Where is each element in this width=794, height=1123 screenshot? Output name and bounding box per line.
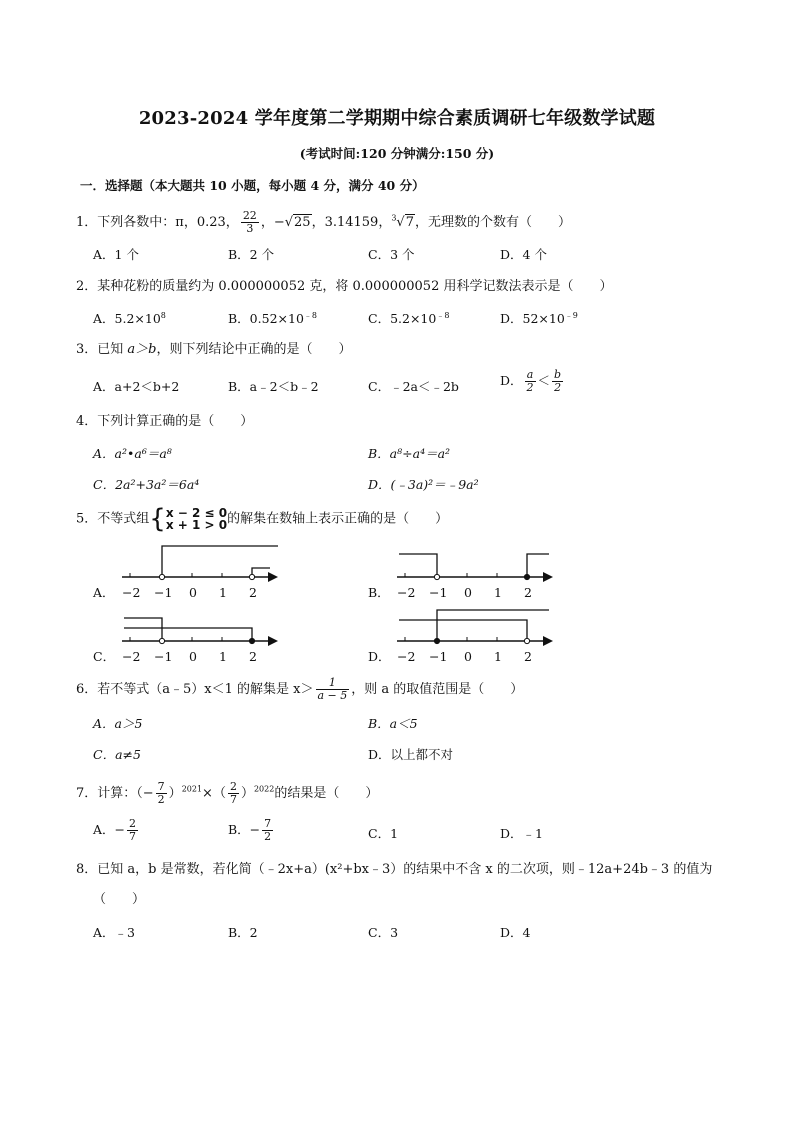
tick-label: 1 — [219, 649, 227, 664]
tick-label: −1 — [429, 585, 448, 600]
q2-option-b[interactable]: B．$0.52\times 10^{﹣8}$ — [228, 310, 317, 326]
sqrt-25: √25 — [284, 215, 311, 230]
q5-option-c-numberline[interactable] — [110, 604, 282, 674]
q5-option-a-label[interactable]: A． — [93, 585, 115, 600]
tick-label: 0 — [189, 585, 197, 600]
tick-label: −2 — [397, 649, 416, 664]
question-4-stem: 4．下列计算正确的是（ ） — [76, 414, 254, 429]
q2-option-d[interactable]: D．$52\times 10^{﹣9}$ — [500, 310, 578, 326]
q1-option-c[interactable]: C．3 个 — [368, 247, 415, 262]
tick-label: −2 — [122, 649, 141, 664]
q8-option-b[interactable]: B．2 — [228, 925, 258, 940]
q8-option-d[interactable]: D．4 — [500, 925, 531, 940]
ray-left-to-2 — [124, 628, 252, 641]
q6-option-c[interactable]: C．a≠5 — [93, 747, 141, 762]
tick-label: 2 — [524, 649, 532, 664]
open-dot-minus1 — [434, 574, 439, 579]
axis-arrow — [543, 572, 553, 582]
tick-label: 2 — [249, 649, 257, 664]
question-1-stem: 1．下列各数中：π，0.23， $\frac{22}{3}$ ，−√25，3.14159，$^3$√7，无理数的个数有（ ） — [76, 209, 572, 235]
axis-arrow — [268, 636, 278, 646]
repeating-decimal: 0.23 — [196, 215, 226, 230]
question-8-answer-blank: （ ） — [93, 892, 146, 907]
q3-option-b[interactable]: B．a﹣2＜b﹣2 — [228, 379, 319, 394]
tick-label: 0 — [464, 585, 472, 600]
q5-option-d-label[interactable]: D． — [368, 649, 391, 664]
q4-option-d[interactable]: D．(﹣3a)²＝﹣9a² — [368, 477, 479, 492]
tick-label: −2 — [397, 585, 416, 600]
tick-label: 0 — [189, 649, 197, 664]
q1-option-a[interactable]: A．1 个 — [93, 247, 139, 262]
cube-root-7: $^3$√7 — [391, 213, 414, 230]
q2-option-c[interactable]: C．$5.2\times 10^{﹣8}$ — [368, 310, 450, 326]
q8-option-a[interactable]: A．﹣3 — [93, 925, 135, 940]
tick-label: −2 — [122, 585, 141, 600]
q3-option-d[interactable]: D． $\frac{a}{2}$ ＜ $\frac{b}{2}$ — [500, 368, 562, 394]
ray-right-from-minus1 — [162, 546, 278, 577]
closed-dot-2 — [249, 638, 254, 643]
ray-left-to-2 — [399, 620, 527, 641]
tick-label: −1 — [154, 585, 173, 600]
q7-option-b[interactable]: B．− $\frac{7}{2}$ — [228, 817, 272, 843]
q1-option-d[interactable]: D．4 个 — [500, 247, 547, 262]
fraction-22-3: $\frac{22}{3}$ — [242, 209, 257, 235]
question-8-stem: 8．已知 a，b 是常数，若化简（﹣2x+a）(x²+bx﹣3）的结果中不含 x 的二次项，则﹣12a+24b﹣3 的值为 — [76, 862, 713, 877]
tick-label: −1 — [154, 649, 173, 664]
q8-option-c[interactable]: C．3 — [368, 925, 399, 940]
tick-label: 0 — [464, 649, 472, 664]
q2-option-a[interactable]: A．$5.2\times 10^8$ — [93, 310, 166, 326]
ray-right-from-minus1 — [437, 610, 549, 641]
tick-label: 1 — [219, 585, 227, 600]
q3-option-a[interactable]: A．a+2＜b+2 — [93, 379, 180, 394]
q3-option-c[interactable]: C．﹣2a＜﹣2b — [368, 379, 459, 394]
q5-option-b-numberline[interactable] — [385, 540, 557, 610]
q5-option-b-label[interactable]: B． — [368, 585, 390, 600]
q6-option-a[interactable]: A．a＞5 — [93, 716, 143, 731]
q1-option-b[interactable]: B．2 个 — [228, 247, 275, 262]
q7-option-d[interactable]: D．﹣1 — [500, 826, 543, 841]
page-title: 2023-2024 学年度第二学期期中综合素质调研七年级数学试题 — [138, 108, 656, 129]
tick-label: 1 — [494, 585, 502, 600]
q6-option-b[interactable]: B．a＜5 — [368, 716, 418, 731]
q5-option-d-numberline[interactable] — [385, 604, 557, 674]
question-3-stem: 3．已知 a＞b，则下列结论中正确的是（ ） — [76, 342, 352, 357]
exam-info: (考试时间:120 分钟满分:150 分) — [299, 146, 495, 161]
open-dot-minus1 — [159, 574, 164, 579]
axis-arrow — [543, 636, 553, 646]
question-6-stem: 6．若不等式（a﹣5）x＜1 的解集是 x＞ $\frac{1}{a - 5}$ ，则 a 的取值范围是（ ） — [76, 676, 524, 702]
question-2-stem: 2．某种花粉的质量约为 0.000000052 克，将 0.000000052 用科学记数法表示是（ ） — [76, 279, 613, 294]
question-5-stem: 5．不等式组{ x − 2 ≤ 0 x + 1 > 0 的解集在数轴上表示正确的是（ ） — [76, 504, 449, 534]
open-dot-2 — [524, 638, 529, 643]
closed-dot-minus1 — [434, 638, 439, 643]
q4-option-b[interactable]: B．a⁸÷a⁴＝a² — [368, 446, 451, 461]
tick-label: 2 — [524, 585, 532, 600]
q7-option-c[interactable]: C．1 — [368, 826, 399, 841]
question-7-stem: 7．计算：（− $\frac{7}{2}$ ）$^{2021}$×（ $\frac{2}{7}$ ）$^{2022}$的结果是（ ） — [76, 780, 379, 806]
q4-option-c[interactable]: C．2a²+3a²＝6a⁴ — [93, 477, 200, 492]
q5-option-c-label[interactable]: C． — [93, 649, 116, 664]
q5-option-a-numberline[interactable] — [110, 540, 282, 610]
axis-arrow — [268, 572, 278, 582]
q7-option-a[interactable]: A．− $\frac{2}{7}$ — [93, 817, 137, 843]
closed-dot-2 — [524, 574, 529, 579]
tick-label: 1 — [494, 649, 502, 664]
open-dot-2 — [249, 574, 254, 579]
inequality-system: { x − 2 ≤ 0 x + 1 > 0 — [149, 504, 228, 534]
q6-option-d[interactable]: D．以上都不对 — [368, 747, 454, 762]
fraction-1-over-a-minus-5: $\frac{1}{a - 5}$ — [317, 676, 348, 702]
q4-option-a[interactable]: A．a²•a⁶＝a⁸ — [93, 446, 172, 461]
open-dot-minus1 — [159, 638, 164, 643]
tick-label: −1 — [429, 649, 448, 664]
section-heading: 一．选择题（本大题共 10 小题，每小题 4 分，满分 40 分） — [80, 178, 425, 193]
tick-label: 2 — [249, 585, 257, 600]
